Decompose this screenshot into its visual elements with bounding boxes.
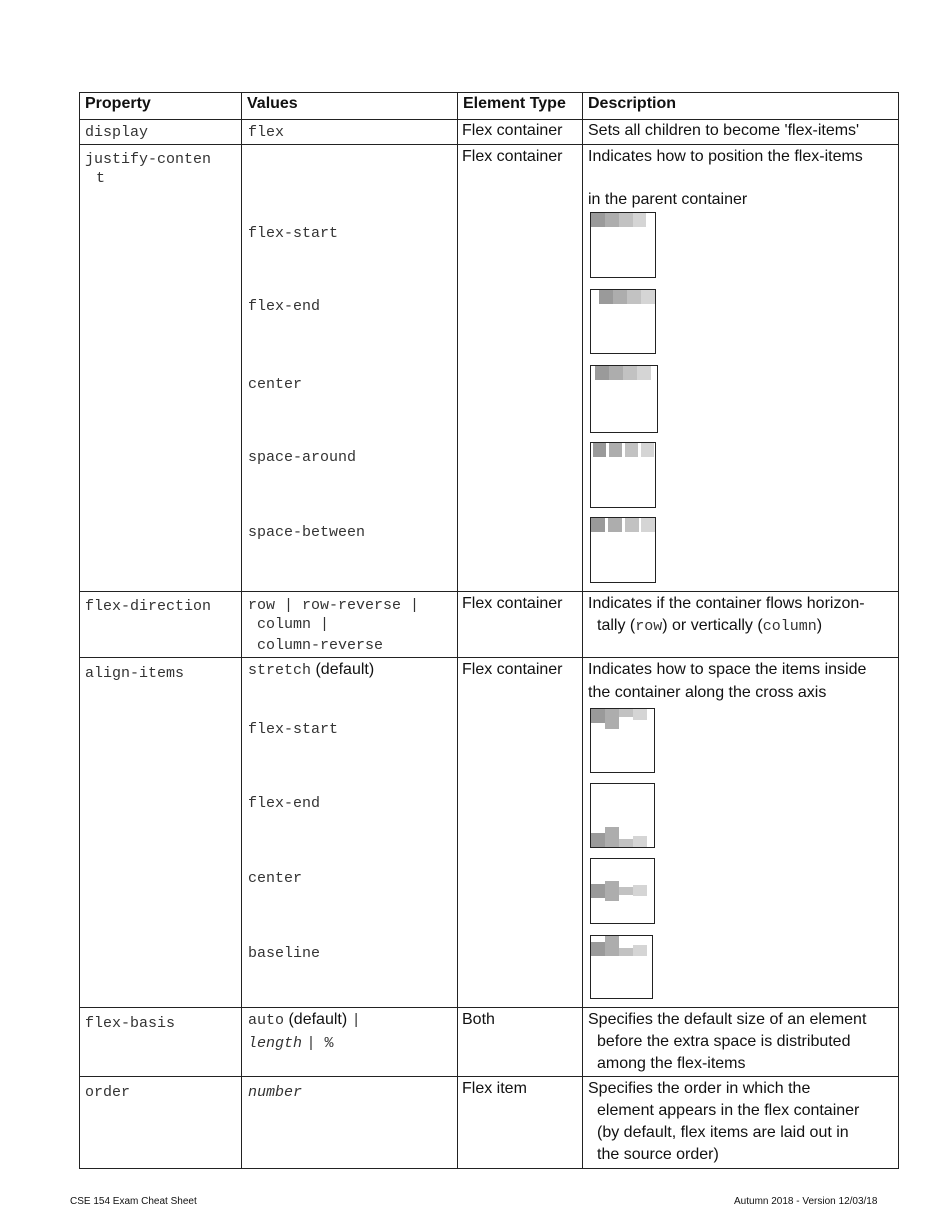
description-flex-basis-line3: among the flex-items — [597, 1055, 746, 1072]
description-justify-content-line2: in the parent container — [588, 191, 748, 208]
flex-item-box — [605, 881, 619, 901]
flex-item-box — [619, 839, 633, 847]
description-flex-direction-line2: tally (row) or vertically (column) — [597, 617, 823, 635]
footer-left: CSE 154 Exam Cheat Sheet — [70, 1196, 197, 1207]
value-stretch-default — [248, 661, 374, 679]
flex-item-box — [591, 213, 605, 227]
property-justify-content-line1: justify-conten — [85, 151, 212, 168]
value-flex-end: flex-end — [248, 298, 321, 315]
description-flex-direction-line1: Indicates if the container flows horizon- — [588, 595, 865, 612]
flex-item-box — [641, 518, 655, 532]
flex-item-box — [591, 518, 605, 532]
header-values: Values — [242, 93, 458, 120]
flex-item-box — [625, 443, 638, 457]
value-stretch-note: (default) — [315, 661, 375, 678]
description-justify-content-line1: Indicates how to position the flex-items — [588, 148, 863, 165]
header-description: Description — [583, 93, 899, 120]
flex-item-box — [595, 366, 609, 380]
value-space-around: space-around — [248, 449, 357, 466]
code-column: column — [762, 618, 817, 635]
flex-item-box — [605, 213, 619, 227]
header-element-type: Element Type — [458, 93, 583, 120]
flex-item-box — [605, 709, 619, 729]
flex-item-box — [591, 833, 605, 847]
flex-item-box — [593, 443, 606, 457]
description-order-line4: the source order) — [597, 1146, 719, 1163]
description-align-items-line2: the container along the cross axis — [588, 684, 827, 701]
flex-item-box — [641, 443, 654, 457]
flex-item-box — [619, 887, 633, 895]
value-flex: flex — [248, 124, 285, 141]
value-stretch: stretch — [248, 662, 312, 679]
flex-item-box — [591, 884, 605, 898]
description-flex-basis-line2: before the extra space is distributed — [597, 1033, 851, 1050]
value-number: number — [248, 1084, 303, 1101]
flex-item-box — [605, 936, 619, 956]
flex-item-box — [609, 443, 622, 457]
value-flex-direction-line3: column-reverse — [257, 637, 384, 654]
flex-item-box — [633, 885, 647, 896]
flexbox-reference-table — [79, 92, 899, 1169]
flex-item-box — [619, 948, 633, 956]
element-type-align-items: Flex container — [462, 661, 563, 678]
value-auto: auto — [248, 1012, 285, 1029]
diagram-align-flex-end — [590, 783, 655, 848]
value-flex-direction-line2: column | — [257, 616, 330, 633]
element-type-display: Flex container — [462, 122, 563, 139]
row-flex-direction — [80, 592, 899, 658]
description-order-line1: Specifies the order in which the — [588, 1080, 811, 1097]
value-align-baseline: baseline — [248, 945, 321, 962]
flex-item-box — [625, 518, 639, 532]
flex-item-box — [619, 709, 633, 717]
flex-item-box — [619, 213, 633, 227]
flex-item-box — [637, 366, 651, 380]
property-order: order — [85, 1084, 131, 1101]
flex-item-box — [627, 290, 641, 304]
flex-item-box — [591, 942, 605, 956]
description-order-line3: (by default, flex items are laid out in — [597, 1124, 849, 1141]
flex-item-box — [633, 836, 647, 847]
diagram-align-baseline — [590, 935, 653, 999]
value-flex-start: flex-start — [248, 225, 339, 242]
property-display: display — [85, 124, 149, 141]
value-center: center — [248, 376, 303, 393]
description-order-line2: element appears in the flex container — [597, 1102, 860, 1119]
flex-item-box — [599, 290, 613, 304]
description-align-items-line1: Indicates how to space the items inside — [588, 661, 867, 678]
footer-right: Autumn 2018 - Version 12/03/18 — [734, 1196, 878, 1207]
element-type-flex-direction: Flex container — [462, 595, 563, 612]
header-row — [80, 93, 899, 120]
value-space-between: space-between — [248, 524, 366, 541]
value-flex-direction-line1: row | row-reverse | — [248, 597, 420, 614]
value-flex-basis-line1: auto (default) | — [248, 1011, 361, 1029]
value-length: length — [248, 1035, 303, 1052]
diagram-justify-space-between — [590, 517, 656, 583]
flex-item-box — [605, 827, 619, 847]
value-align-flex-end: flex-end — [248, 795, 321, 812]
element-type-order: Flex item — [462, 1080, 527, 1097]
flex-item-box — [633, 213, 646, 227]
diagram-justify-flex-start — [590, 212, 656, 278]
property-flex-basis: flex-basis — [85, 1015, 176, 1032]
flex-item-box — [608, 518, 622, 532]
element-type-justify-content: Flex container — [462, 148, 563, 165]
row-order — [80, 1077, 899, 1169]
description-flex-basis-line1: Specifies the default size of an element — [588, 1011, 867, 1028]
property-justify-content-line2: t — [96, 170, 106, 187]
row-align-items — [80, 658, 899, 1008]
flex-item-box — [633, 945, 647, 956]
diagram-align-center — [590, 858, 655, 924]
header-property: Property — [80, 93, 242, 120]
flex-item-box — [633, 709, 647, 720]
description-display: Sets all children to become 'flex-items' — [588, 122, 860, 139]
row-flex-basis — [80, 1008, 899, 1077]
value-flex-basis-line2: length | % — [248, 1035, 334, 1052]
flex-item-box — [623, 366, 637, 380]
value-align-flex-start: flex-start — [248, 721, 339, 738]
flex-item-box — [591, 709, 605, 723]
flex-item-box — [609, 366, 623, 380]
value-auto-default: (default) — [288, 1011, 348, 1028]
row-justify-content — [80, 145, 899, 592]
element-type-flex-basis: Both — [462, 1011, 495, 1028]
code-row: row — [635, 618, 663, 635]
diagram-justify-flex-end — [590, 289, 656, 354]
flex-item-box — [641, 290, 655, 304]
flex-item-box — [613, 290, 627, 304]
property-align-items: align-items — [85, 665, 185, 682]
diagram-justify-center — [590, 365, 658, 433]
row-display — [80, 120, 899, 145]
property-flex-direction: flex-direction — [85, 598, 212, 615]
value-align-center: center — [248, 870, 303, 887]
diagram-justify-space-around — [590, 442, 656, 508]
diagram-align-flex-start — [590, 708, 655, 773]
